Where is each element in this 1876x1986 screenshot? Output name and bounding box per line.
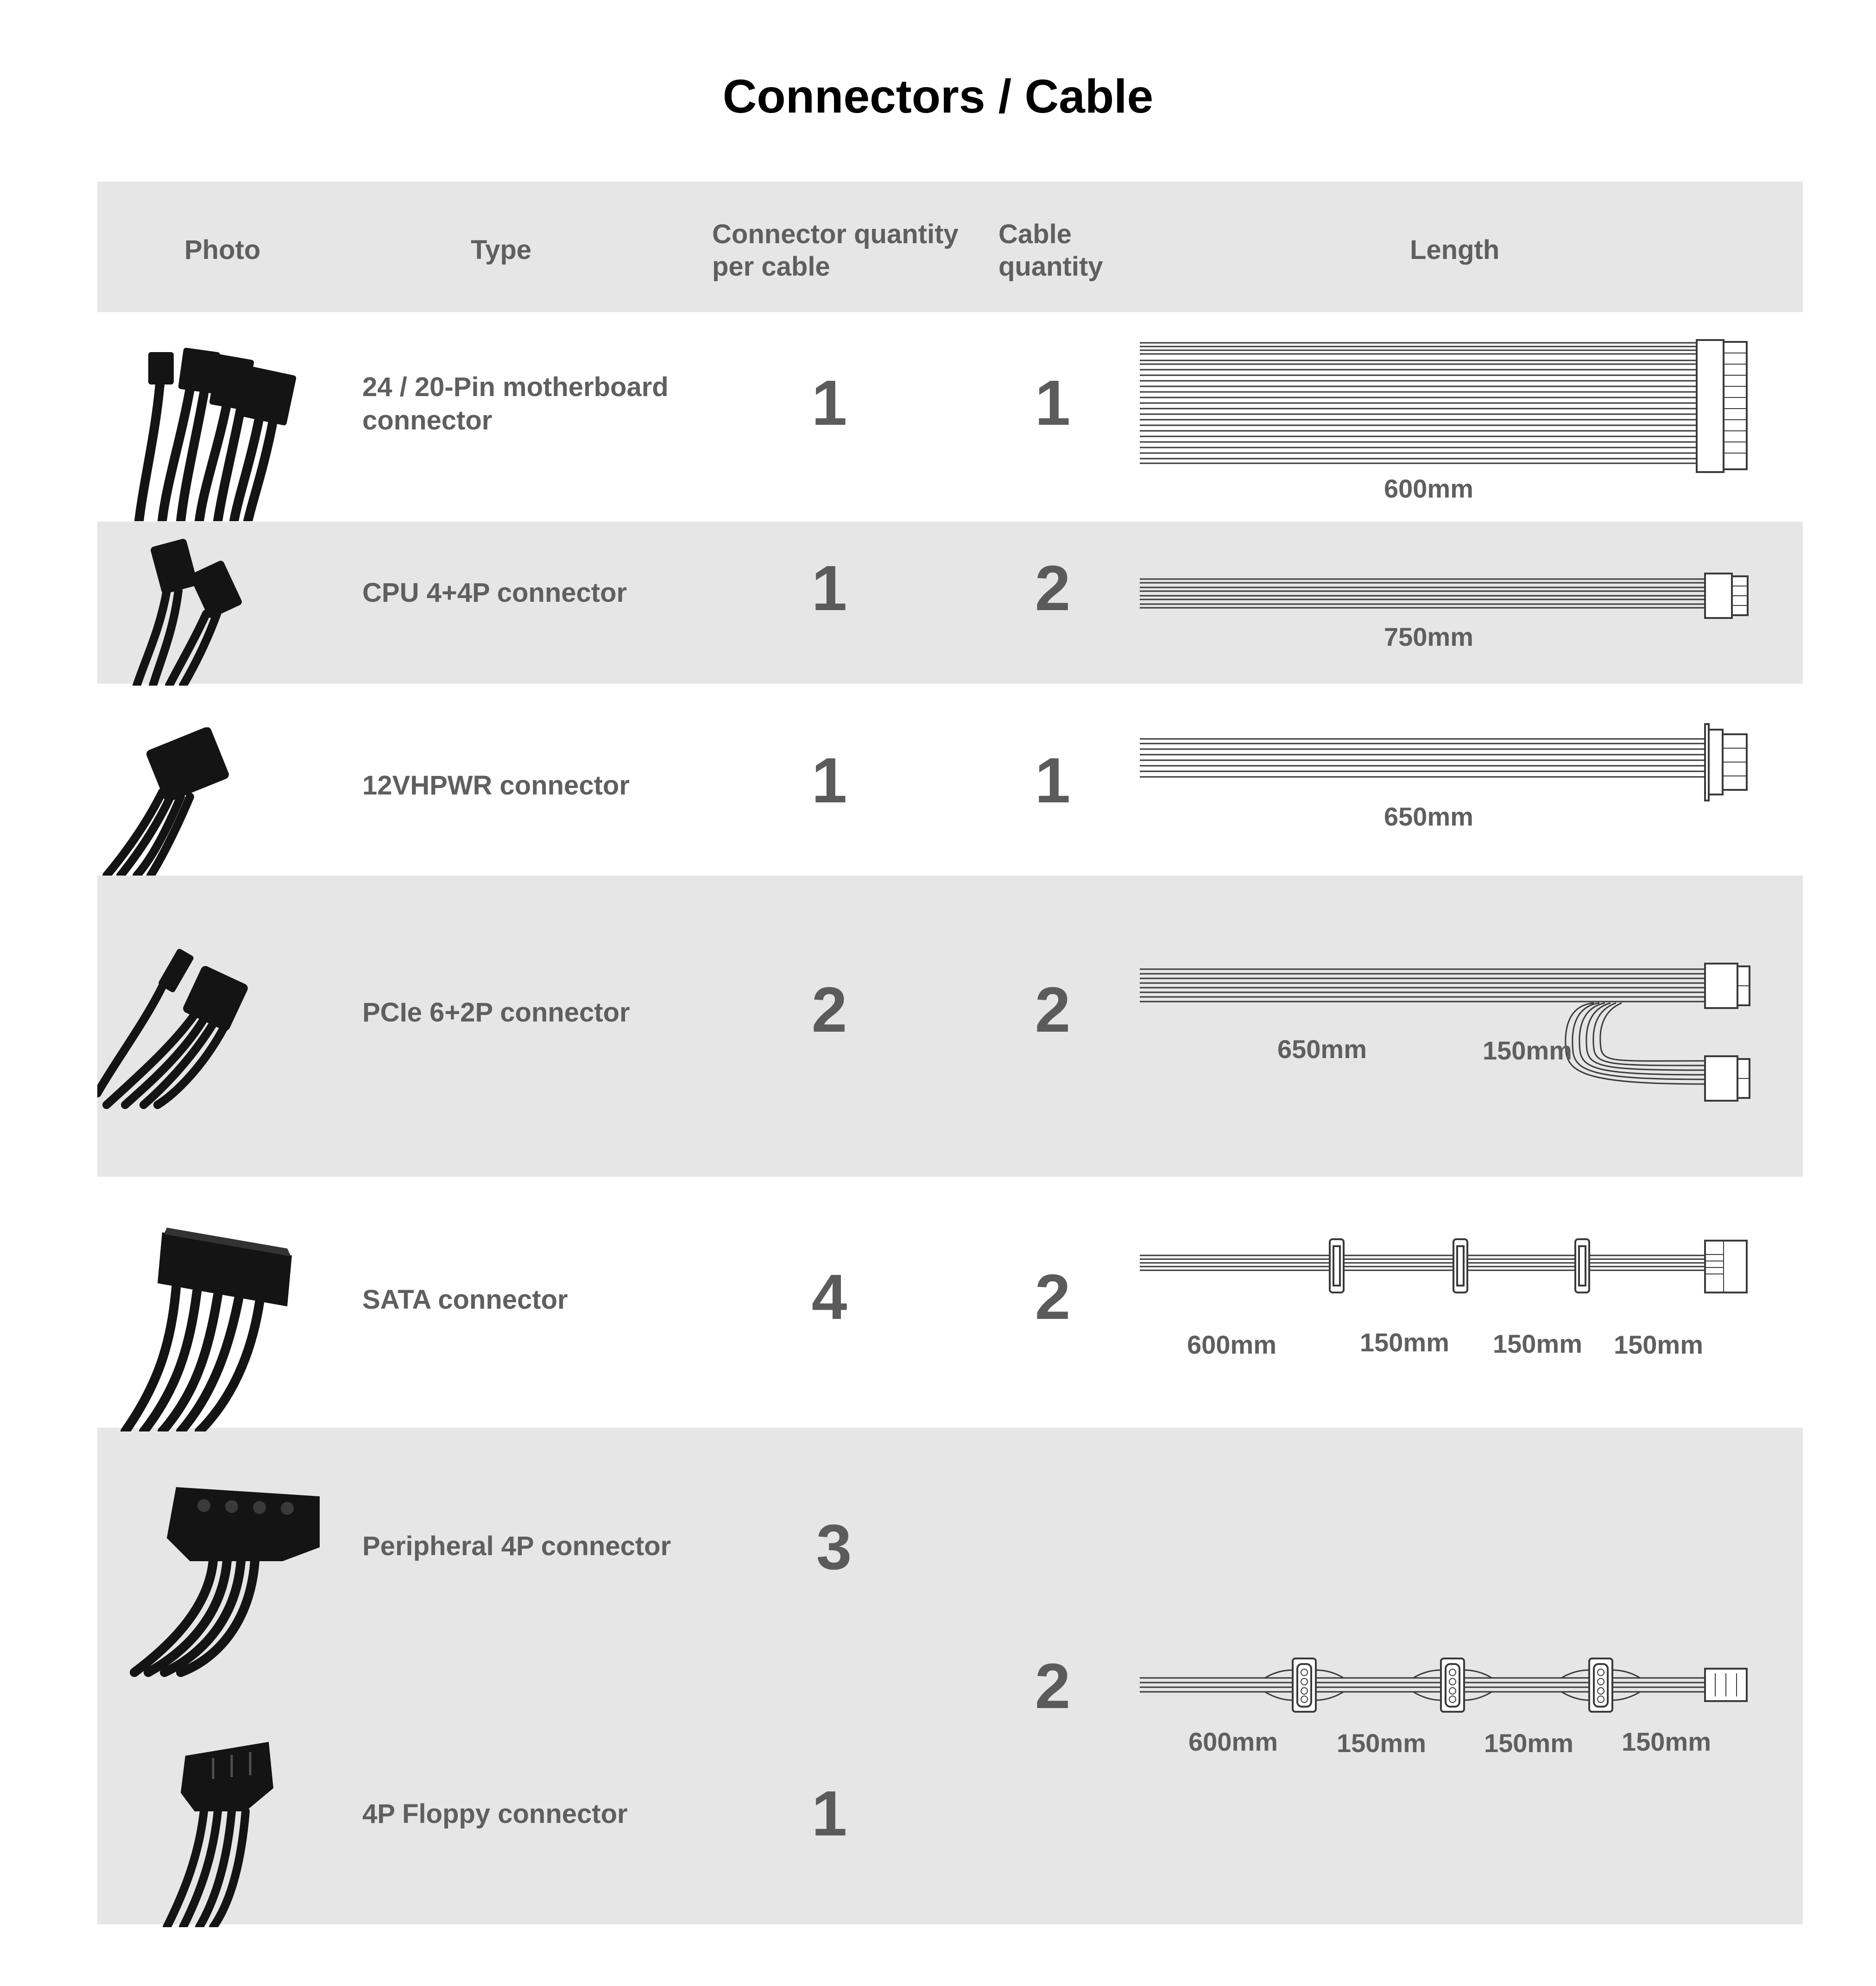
row-pcie-length-extension: 150mm [1483, 1036, 1573, 1065]
row-pcie-cable-qty: 2 [1035, 974, 1071, 1046]
row-sata-length-2: 150mm [1360, 1328, 1450, 1357]
row-24pin-connector-qty: 1 [811, 367, 847, 439]
photo-12vhpwr-cable [102, 727, 259, 876]
row-sata-cable-qty: 2 [1035, 1261, 1071, 1333]
row-sata-length-3: 150mm [1493, 1329, 1583, 1358]
header-type: Type [471, 235, 532, 265]
photo-sata-cable [116, 1228, 297, 1431]
header-photo: Photo [184, 235, 261, 265]
header-connector-quantity: Connector quantity per cable [712, 219, 959, 282]
header-cable-quantity: Cable quantity [998, 219, 1103, 282]
diagram-pcie-cable [1131, 959, 1765, 1116]
row-24pin-type: 24 / 20-Pin motherboard connector [362, 372, 669, 435]
diagram-peripheral-cable [1131, 1654, 1765, 1719]
peripheral-length-3: 150mm [1484, 1728, 1574, 1758]
row-pcie-length-main: 650mm [1277, 1034, 1367, 1064]
peripheral-length-2: 150mm [1337, 1728, 1427, 1758]
diagram-sata-cable [1131, 1228, 1765, 1306]
peripheral-length-4: 150mm [1622, 1727, 1712, 1756]
row-peripheral-connector-qty: 3 [816, 1512, 852, 1583]
diagram-cpu-cable [1131, 569, 1765, 620]
row-sata-length-4: 150mm [1614, 1330, 1704, 1359]
row-sata-length-1: 600mm [1187, 1330, 1277, 1359]
diagram-12vhpwr-cable [1131, 720, 1765, 804]
photo-peripheral-cable [125, 1478, 324, 1682]
page-title: Connectors / Cable [722, 70, 1154, 123]
row-12vhpwr-connector-qty: 1 [811, 745, 847, 816]
photo-cpu-cable [118, 537, 271, 686]
row-12vhpwr-length: 650mm [1384, 802, 1474, 831]
row-cpu-type: CPU 4+4P connector [362, 578, 627, 608]
row-cpu-connector-qty: 1 [811, 553, 847, 624]
row-floppy-connector-qty: 1 [811, 1778, 847, 1849]
row-pcie-connector-qty: 2 [811, 974, 847, 1046]
photo-24pin-cable [134, 343, 310, 521]
row-12vhpwr-type: 12VHPWR connector [362, 770, 630, 801]
row-24pin-length: 600mm [1384, 474, 1474, 503]
row-floppy-type: 4P Floppy connector [362, 1799, 628, 1829]
row-24pin-cable-qty: 1 [1035, 367, 1071, 439]
row-sata-connector-qty: 4 [811, 1261, 847, 1333]
row-peripheral-type: Peripheral 4P connector [362, 1531, 671, 1561]
diagram-24pin-cable [1131, 337, 1765, 481]
row-12vhpwr-cable-qty: 1 [1035, 745, 1071, 816]
peripheral-group-cable-qty: 2 [1035, 1651, 1071, 1722]
row-cpu-length: 750mm [1384, 622, 1474, 651]
row-cpu-cable-qty: 2 [1035, 553, 1071, 624]
row-sata-type: SATA connector [362, 1285, 568, 1315]
photo-pcie-cable [97, 945, 283, 1112]
header-length: Length [1410, 235, 1500, 265]
row-pcie-type: PCIe 6+2P connector [362, 997, 630, 1028]
peripheral-length-1: 600mm [1188, 1727, 1278, 1756]
photo-floppy-cable [158, 1742, 283, 1927]
